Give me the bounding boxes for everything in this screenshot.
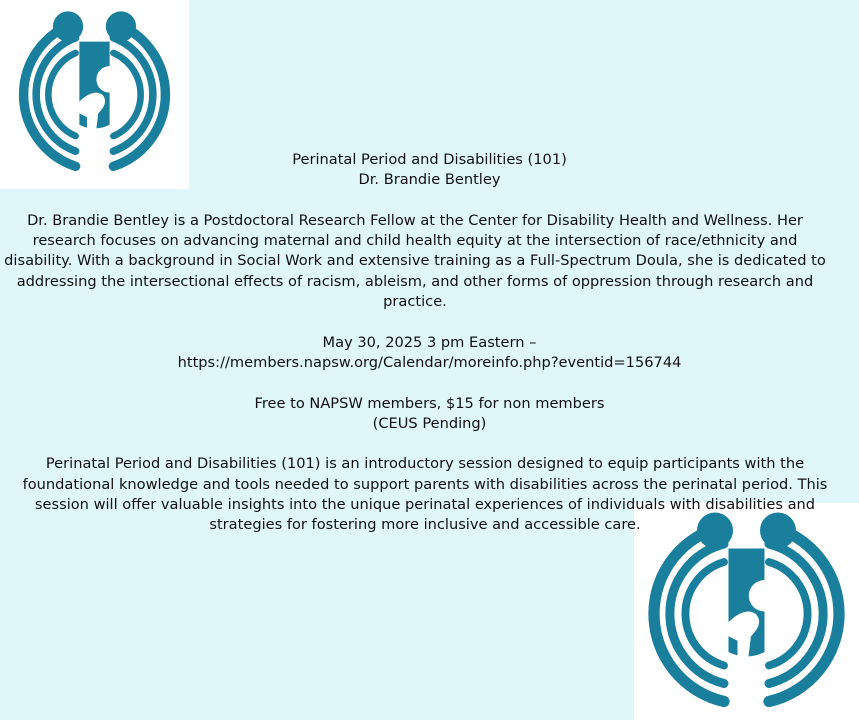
event-url: https://members.napsw.org/Calendar/moreinfo.php?eventid=156744 xyxy=(177,353,682,371)
ceus-status: (CEUS Pending) xyxy=(372,414,487,432)
event-flyer-content xyxy=(0,150,859,536)
presenter-name: Dr. Brandie Bentley xyxy=(358,171,501,189)
presenter-bio: Dr. Brandie Bentley is a Postdoctoral Research Fellow at the Center for Disability Health and Wellness. Her research focuses on advancing maternal and child health equity at the intersection of race/ethnicity and disability. With a background in Social Work and extensive training as a Full-Spectrum Doula, she is dedicated to addressing the intersectional effects of racism, ableism, and other forms of oppression through research and practice. xyxy=(4,211,826,311)
event-description: Perinatal Period and Disabilities (101) is an introductory session designed to equip participants with the foundational knowledge and tools needed to support parents with disabilities across the perinatal period. This session will offer valuable insights into the unique perinatal experiences of individuals with disabilities and strategies for fostering more inclusive and accessible care. xyxy=(22,455,828,534)
event-title: Perinatal Period and Disabilities (101) xyxy=(292,151,567,168)
event-price: Free to NAPSW members, $15 for non members xyxy=(254,394,605,412)
event-date: May 30, 2025 3 pm Eastern – xyxy=(322,333,537,351)
